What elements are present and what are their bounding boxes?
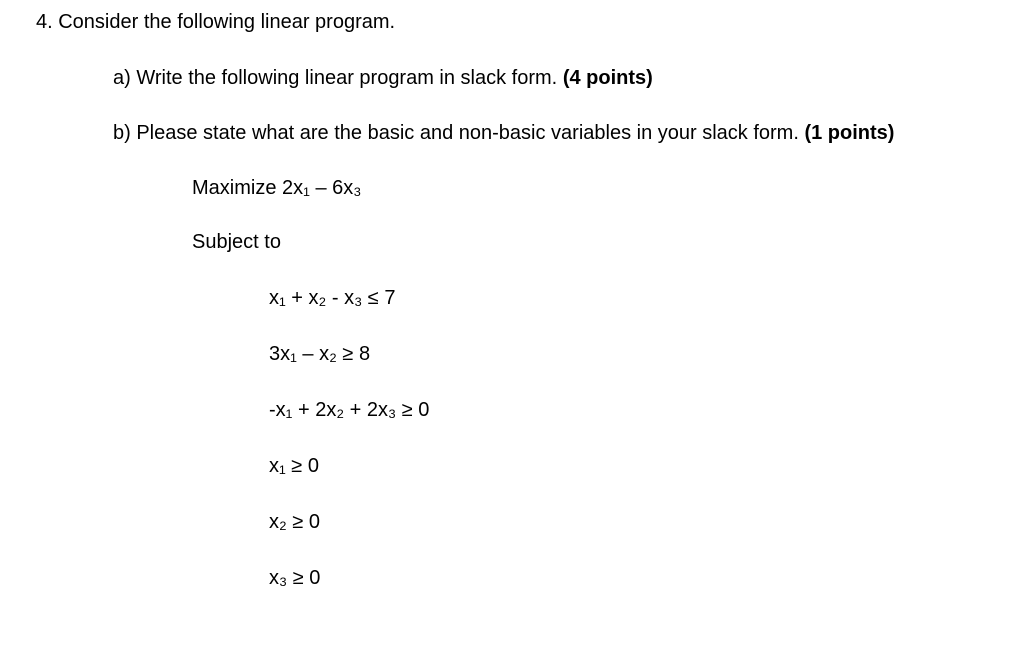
constraint-1: x₁ + x₂ - x₃ ≤ 7	[269, 287, 396, 309]
nonnegativity-x1: x₁ ≥ 0	[269, 455, 319, 477]
objective-function: Maximize 2x₁ – 6x₃	[192, 177, 362, 199]
part-a-points: (4 points)	[562, 67, 653, 89]
nonnegativity-x2: x₂ ≥ 0	[269, 511, 320, 533]
part-a-text: a) Write the following linear program in slack form.	[113, 67, 558, 89]
part-b-text: b) Please state what are the basic and non-basic variables in your slack form.	[113, 122, 799, 144]
nonnegativity-x3: x₃ ≥ 0	[269, 567, 321, 589]
subject-to-label: Subject to	[192, 231, 281, 253]
question-title: 4. Consider the following linear program.	[36, 11, 396, 33]
part-b-points: (1 points)	[804, 122, 895, 144]
constraint-3: -x₁ + 2x₂ + 2x₃ ≥ 0	[269, 399, 430, 421]
part-b	[113, 121, 894, 145]
constraint-2: 3x₁ – x₂ ≥ 8	[269, 343, 371, 365]
part-a	[113, 66, 653, 90]
